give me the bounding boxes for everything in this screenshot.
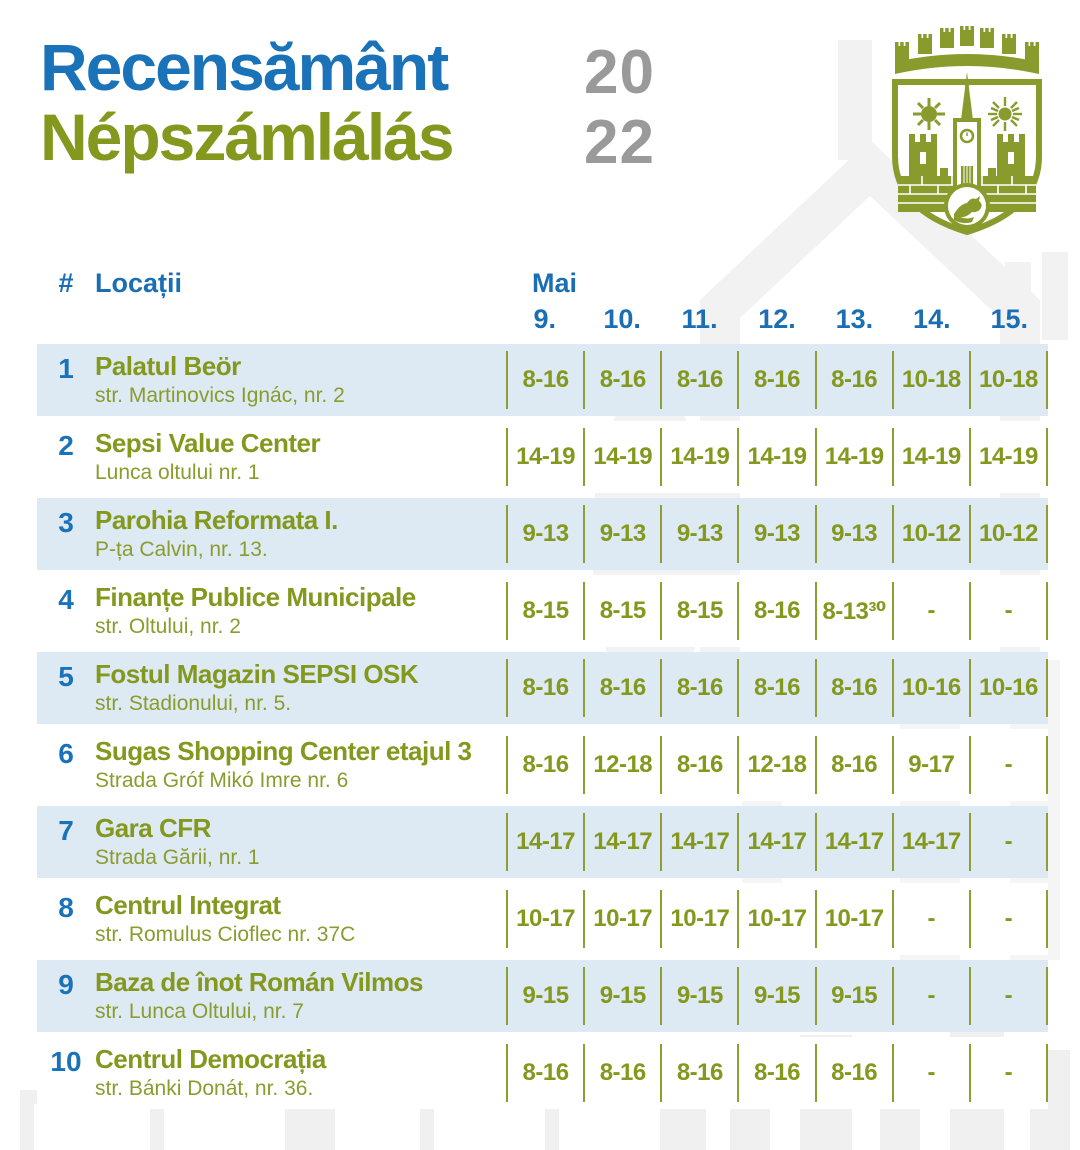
time-cell: 8-16 <box>815 736 892 794</box>
table-row <box>37 498 1048 570</box>
time-cell: - <box>969 736 1048 794</box>
year-label <box>584 38 655 178</box>
time-cell: 10-18 <box>969 351 1048 409</box>
time-cell: 8-15 <box>583 582 660 640</box>
time-cell: 8-13³⁰ <box>815 582 892 640</box>
time-cell: 10-16 <box>892 659 969 717</box>
time-cell: 14-19 <box>969 428 1048 486</box>
time-cell: 9-15 <box>506 967 583 1025</box>
row-number: 2 <box>58 430 74 461</box>
time-cells <box>506 729 1048 801</box>
time-cells <box>506 1037 1048 1109</box>
time-cell: 9-13 <box>583 505 660 563</box>
number-column-header: # <box>58 268 74 298</box>
header <box>40 32 1080 252</box>
time-cell: 14-19 <box>737 428 814 486</box>
day-headers <box>506 304 1048 340</box>
title-romanian: Recensământ <box>40 30 448 104</box>
time-cell: 9-15 <box>815 967 892 1025</box>
time-cell: 9-13 <box>737 505 814 563</box>
time-cells <box>506 575 1048 647</box>
day-header: 10. <box>603 304 641 334</box>
schedule-table <box>37 268 1048 1114</box>
location-address: str. Lunca Oltului, nr. 7 <box>95 1000 304 1023</box>
time-cell: 8-16 <box>815 659 892 717</box>
time-cell: 12-18 <box>737 736 814 794</box>
time-cell: 14-17 <box>660 813 737 871</box>
time-cell: 9-13 <box>506 505 583 563</box>
row-number: 5 <box>58 661 74 692</box>
table-row <box>37 575 1048 647</box>
locations-column-header: Locații <box>95 268 183 298</box>
time-cell: 10-17 <box>815 890 892 948</box>
time-cell: 8-16 <box>815 1044 892 1102</box>
days-header-row <box>37 304 1048 340</box>
day-header: 11. <box>681 304 718 334</box>
row-number: 3 <box>58 507 74 538</box>
time-cell: 8-16 <box>583 351 660 409</box>
time-cell: 8-16 <box>737 351 814 409</box>
location-address: P-ța Calvin, nr. 13. <box>95 538 268 561</box>
time-cell: - <box>969 967 1048 1025</box>
time-cell: 8-16 <box>660 1044 737 1102</box>
time-cell: 9-15 <box>737 967 814 1025</box>
time-cell: 8-16 <box>815 351 892 409</box>
location-cell <box>95 575 506 647</box>
month-header: Mai <box>532 268 578 298</box>
location-cell <box>95 960 506 1032</box>
row-number: 9 <box>58 969 74 1000</box>
location-name: Baza de înot Román Vilmos <box>95 967 423 997</box>
time-cell: 10-16 <box>969 659 1048 717</box>
location-cell <box>95 1037 506 1109</box>
time-cells <box>506 498 1048 570</box>
year-top: 20 <box>584 38 655 107</box>
location-name: Sugas Shopping Center etajul 3 <box>95 736 472 766</box>
location-cell <box>95 498 506 570</box>
time-cell: 8-16 <box>660 736 737 794</box>
row-number: 7 <box>58 815 74 846</box>
row-number: 1 <box>58 353 74 384</box>
time-cell: - <box>969 582 1048 640</box>
day-header: 9. <box>533 304 556 334</box>
location-address: Strada Gării, nr. 1 <box>95 846 260 869</box>
day-header: 13. <box>835 304 874 334</box>
time-cell: 8-16 <box>506 1044 583 1102</box>
time-cell: 14-19 <box>506 428 583 486</box>
time-cells <box>506 883 1048 955</box>
time-cell: 8-16 <box>737 1044 814 1102</box>
table-row <box>37 806 1048 878</box>
time-cell: 14-17 <box>815 813 892 871</box>
time-cell: 14-19 <box>583 428 660 486</box>
time-cell: 10-17 <box>737 890 814 948</box>
time-cell: 14-17 <box>737 813 814 871</box>
location-name: Sepsi Value Center <box>95 428 321 458</box>
time-cell: 9-15 <box>660 967 737 1025</box>
time-cells <box>506 344 1048 416</box>
time-cell: - <box>969 1044 1048 1102</box>
city-coat-of-arms-icon <box>882 24 1052 239</box>
table-row <box>37 652 1048 724</box>
location-address: str. Stadionului, nr. 5. <box>95 692 292 715</box>
location-cell <box>95 729 506 801</box>
table-row <box>37 883 1048 955</box>
row-number: 10 <box>50 1046 82 1077</box>
title-hungarian: Népszámlálás <box>40 100 453 174</box>
time-cell: 9-17 <box>892 736 969 794</box>
time-cells <box>506 960 1048 1032</box>
row-number: 6 <box>58 738 74 769</box>
time-cell: 14-17 <box>892 813 969 871</box>
day-header: 12. <box>758 304 796 334</box>
time-cell: - <box>892 1044 969 1102</box>
location-name: Parohia Reformata I. <box>95 505 338 535</box>
location-name: Fostul Magazin SEPSI OSK <box>95 659 419 689</box>
day-header: 15. <box>990 304 1029 334</box>
table-row <box>37 1037 1048 1109</box>
location-cell <box>95 344 506 416</box>
time-cells <box>506 806 1048 878</box>
time-cell: 8-16 <box>506 659 583 717</box>
time-cell: 14-19 <box>660 428 737 486</box>
time-cell: 9-13 <box>660 505 737 563</box>
year-bottom: 22 <box>584 108 655 177</box>
time-cell: - <box>892 582 969 640</box>
table-header <box>37 268 1048 304</box>
table-row <box>37 344 1048 416</box>
location-cell <box>95 421 506 493</box>
time-cell: 14-17 <box>583 813 660 871</box>
location-address: Lunca oltului nr. 1 <box>95 461 260 484</box>
location-address: str. Martinovics Ignác, nr. 2 <box>95 384 345 407</box>
time-cell: - <box>969 890 1048 948</box>
time-cell: - <box>969 813 1048 871</box>
time-cell: 8-16 <box>583 1044 660 1102</box>
row-number: 8 <box>58 892 74 923</box>
time-cell: 10-17 <box>660 890 737 948</box>
time-cell: 9-15 <box>583 967 660 1025</box>
time-cell: 9-13 <box>815 505 892 563</box>
time-cell: 8-16 <box>506 736 583 794</box>
time-cells <box>506 652 1048 724</box>
time-cell: 10-18 <box>892 351 969 409</box>
time-cell: 12-18 <box>583 736 660 794</box>
table-body <box>37 344 1048 1109</box>
table-row <box>37 960 1048 1032</box>
time-cell: 8-16 <box>506 351 583 409</box>
time-cell: 10-17 <box>506 890 583 948</box>
location-cell <box>95 883 506 955</box>
time-cell: 14-17 <box>506 813 583 871</box>
day-header: 14. <box>913 304 951 334</box>
time-cell: 8-16 <box>660 659 737 717</box>
location-address: str. Romulus Cioflec nr. 37C <box>95 923 356 946</box>
location-address: Strada Gróf Mikó Imre nr. 6 <box>95 769 349 792</box>
time-cell: 8-16 <box>660 351 737 409</box>
time-cell: - <box>892 890 969 948</box>
location-name: Centrul Democrația <box>95 1044 326 1074</box>
location-name: Palatul Beör <box>95 351 241 381</box>
table-row <box>37 421 1048 493</box>
time-cells <box>506 421 1048 493</box>
row-number: 4 <box>58 584 74 615</box>
time-cell: 8-16 <box>583 659 660 717</box>
time-cell: 10-12 <box>969 505 1048 563</box>
time-cell: - <box>892 967 969 1025</box>
location-name: Gara CFR <box>95 813 211 843</box>
time-cell: 10-12 <box>892 505 969 563</box>
time-cell: 14-19 <box>892 428 969 486</box>
location-address: str. Oltului, nr. 2 <box>95 615 241 638</box>
location-cell <box>95 652 506 724</box>
location-name: Finanțe Publice Municipale <box>95 582 416 612</box>
table-row <box>37 729 1048 801</box>
time-cell: 8-15 <box>660 582 737 640</box>
time-cell: 8-15 <box>506 582 583 640</box>
time-cell: 8-16 <box>737 582 814 640</box>
location-address: str. Bánki Donát, nr. 36. <box>95 1077 314 1100</box>
time-cell: 14-19 <box>815 428 892 486</box>
location-cell <box>95 806 506 878</box>
time-cell: 8-16 <box>737 659 814 717</box>
time-cell: 10-17 <box>583 890 660 948</box>
location-name: Centrul Integrat <box>95 890 281 920</box>
